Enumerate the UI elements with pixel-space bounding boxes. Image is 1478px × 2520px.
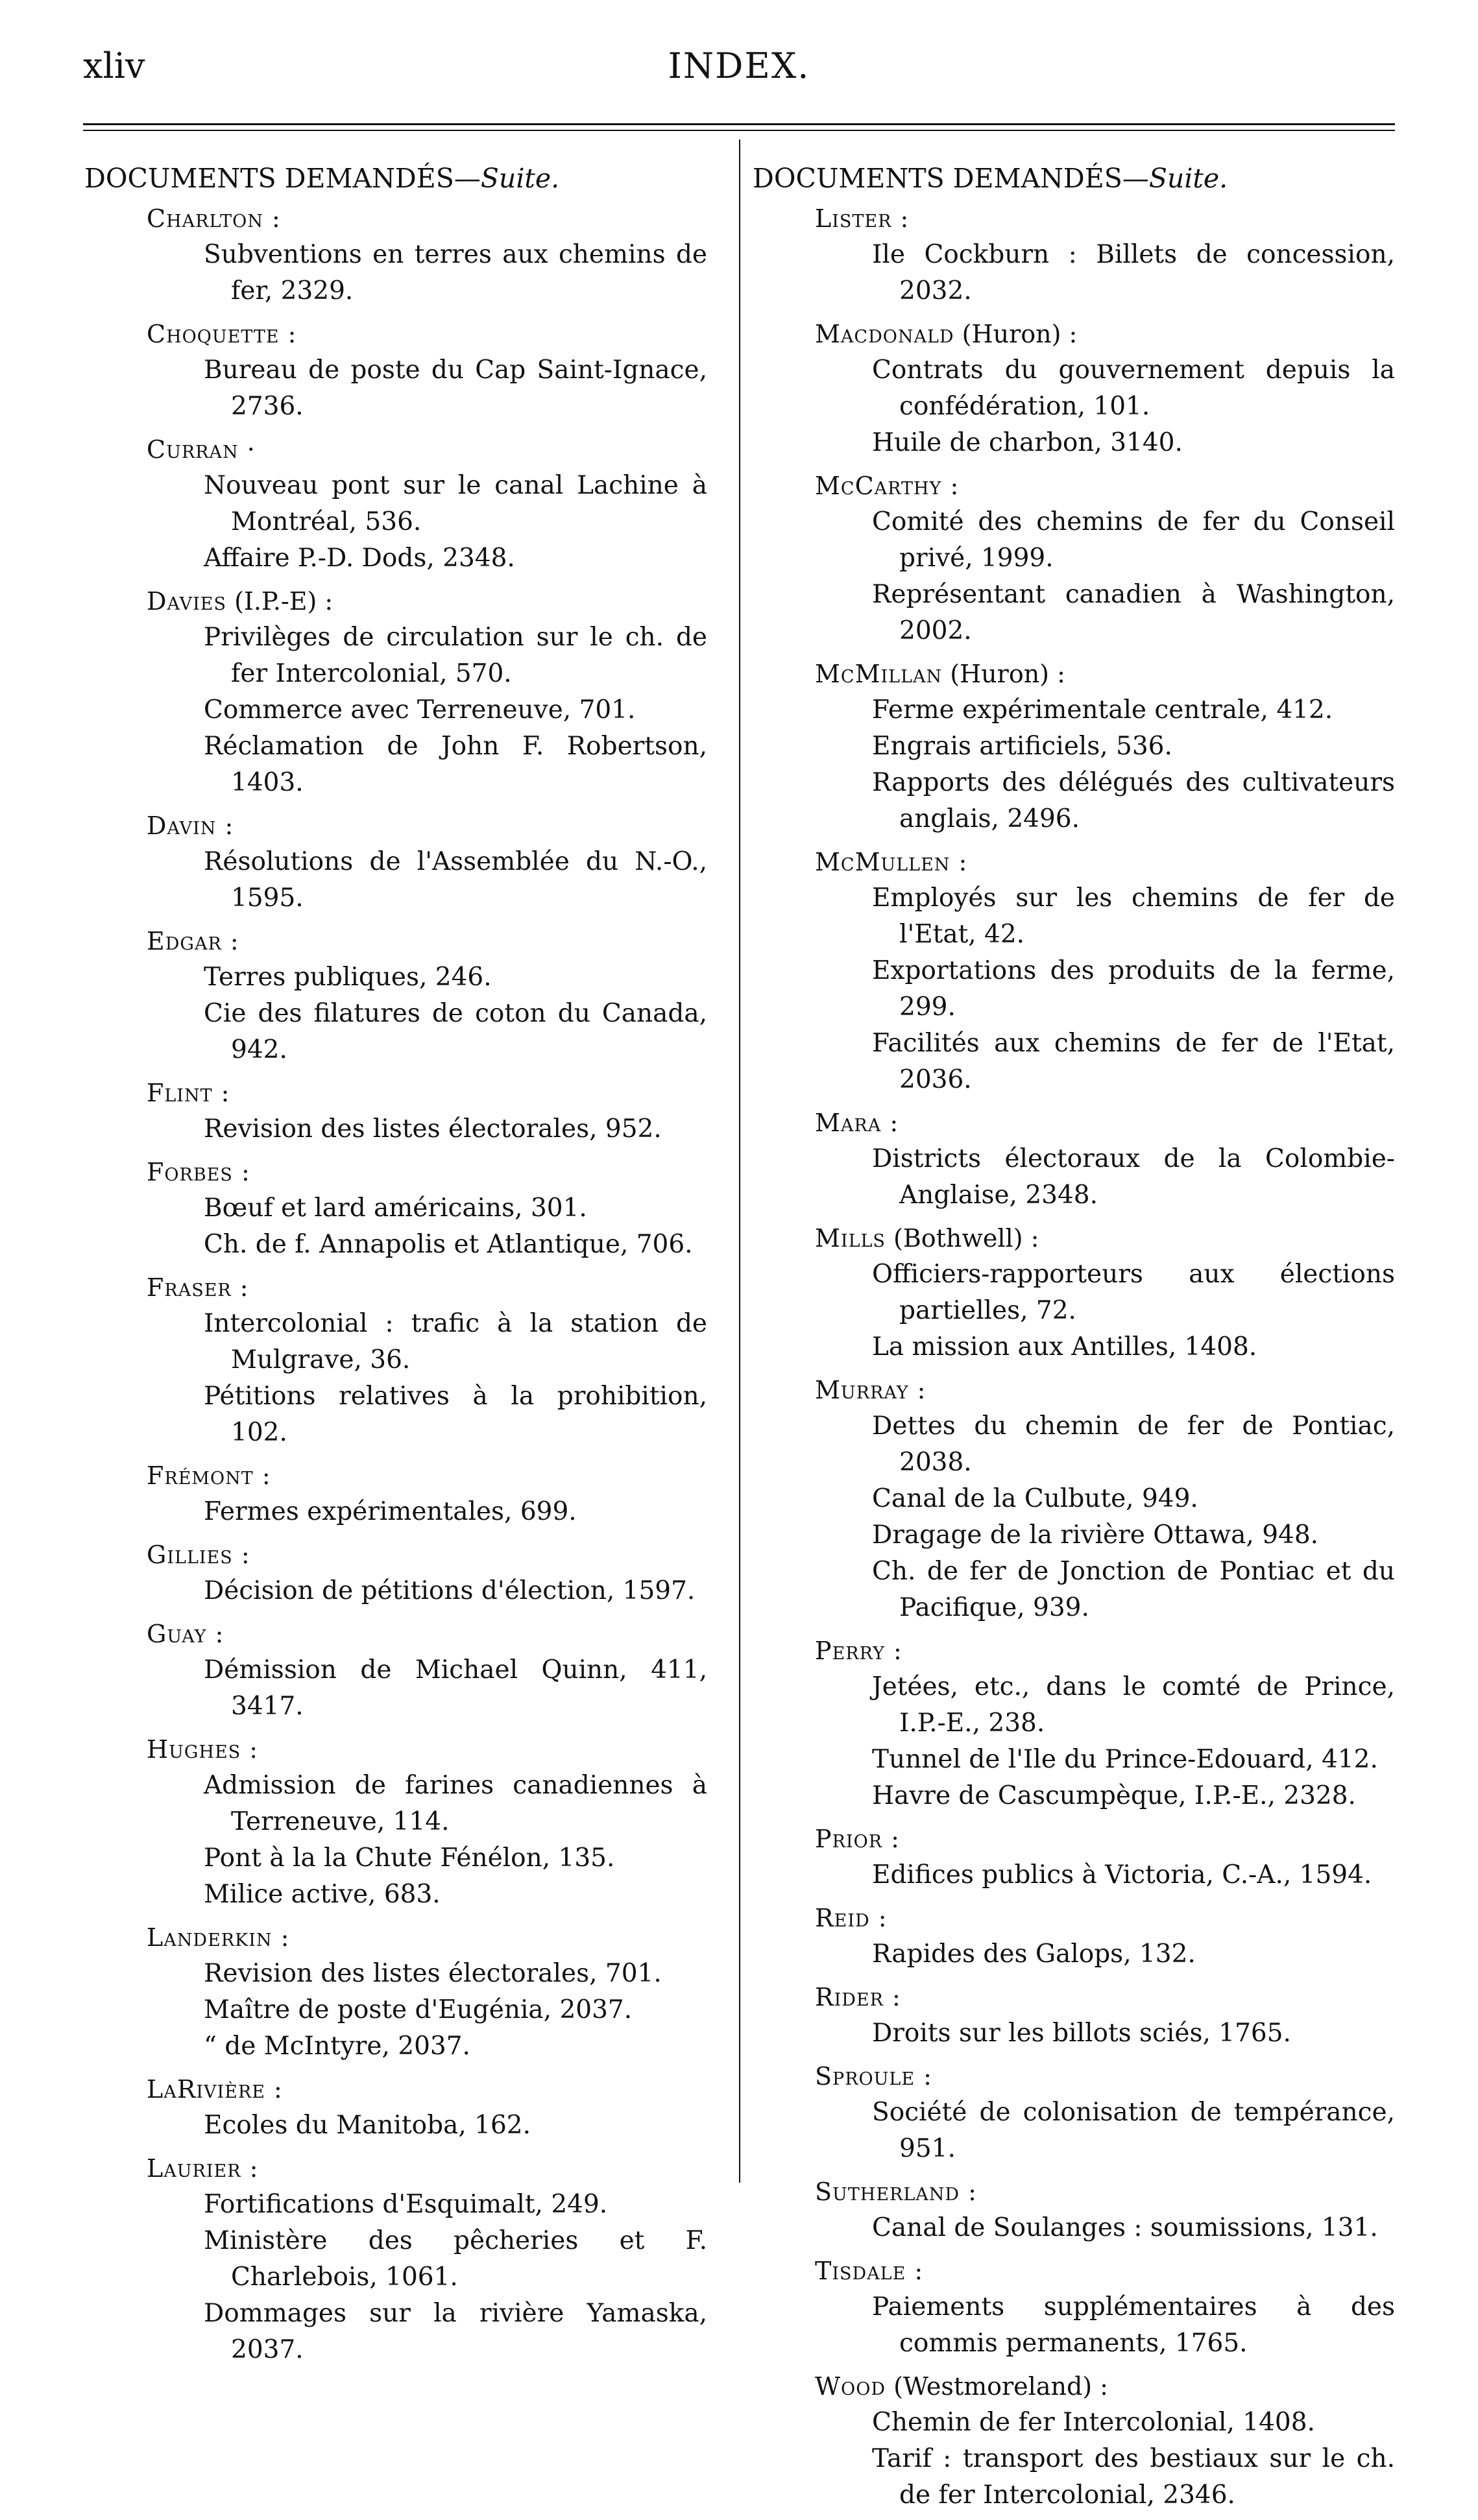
entry-item: Affaire P.-D. Dods, 2348. [204,544,515,573]
entry-item: Réclamation de John F. Robertson, 1403. [204,732,707,797]
entry-item: Maître de poste d'Eugénia, 2037. [204,1995,633,2024]
entry-name [815,1821,1395,1857]
header-rule-double [83,130,1395,131]
index-entry [84,1731,707,1913]
page-header [0,0,1478,123]
section-heading [753,159,1395,198]
entry-name [147,1154,707,1190]
entry-name-text: Macdonald [815,320,954,348]
entry-list [84,200,707,2368]
index-entry [753,1372,1395,1626]
entry-item: Canal de la Culbute, 949. [872,1484,1198,1513]
entry-item: Jetées, etc., dans le comté de Prince, I.P.-E., 238. [872,1672,1395,1738]
index-entry [84,808,707,917]
entry-item: Démission de Michael Quinn, 411, 3417. [204,1655,707,1721]
entry-name [815,2368,1395,2405]
entry-item: Facilités aux chemins de fer de l'Etat, 2036. [872,1029,1395,1094]
entry-name [147,808,707,844]
entry-item: Districts électoraux de la Colombie-Anglaise, 2348. [872,1144,1395,1210]
index-entry [84,923,707,1068]
index-entry [753,2174,1395,2246]
entry-item: Fortifications d'Esquimalt, 249. [204,2190,608,2219]
entry-item: Ferme expérimentale centrale, 412. [872,695,1333,725]
entry-name-text: Charlton : [147,204,281,233]
index-entry [753,844,1395,1098]
entry-item: Dommages sur la rivière Yamaska, 2037. [204,2299,707,2364]
entry-item: Employés sur les chemins de fer de l'Etat, 42. [872,883,1395,949]
entry-item: Résolutions de l'Assemblée du N.-O., 1595. [204,847,707,913]
entry-name [815,1105,1395,1141]
entry-name [147,1537,707,1573]
entry-name-text: Forbes : [147,1158,250,1186]
entry-item: Bœuf et lard américains, 301. [204,1194,587,1223]
index-entry [84,583,707,801]
entry-name [815,1979,1395,2015]
entry-item: Pétitions relatives à la prohibition, 102. [204,1382,707,1447]
entry-item: Havre de Cascumpèque, I.P.-E., 2328. [872,1781,1356,1810]
entry-name-text: Frémont : [147,1461,271,1490]
index-entry [84,1537,707,1609]
entry-qualifier: (Westmoreland) : [885,2372,1108,2401]
header-rule [83,123,1395,125]
entry-name-text: Hughes : [147,1735,259,1764]
entry-item: Comité des chemins de fer du Conseil privé, 1999. [872,507,1395,573]
entry-item: Privilèges de circulation sur le ch. de fer Intercolonial, 570. [204,623,707,688]
entry-qualifier: (Huron) : [942,660,1065,688]
index-entry [753,656,1395,837]
index-entry [753,1220,1395,1365]
right-column [753,159,1395,2520]
index-entry [84,1269,707,1451]
entry-item: Engrais artificiels, 536. [872,732,1172,761]
entry-name-text: Laurier : [147,2154,259,2183]
entry-name [147,316,707,352]
entry-item: “ de McIntyre, 2037. [204,2032,470,2061]
entry-qualifier: (I.P.-E) : [226,587,333,616]
entry-name-text: Reid : [815,1904,888,1932]
entry-name [147,431,707,468]
entry-item: Canal de Soulanges : soumissions, 131. [872,2213,1378,2242]
entry-item: Droits sur les billots sciés, 1765. [872,2019,1291,2048]
index-entry [753,316,1395,461]
page-number: xliv [83,45,145,86]
index-entry [84,1919,707,2065]
entry-item: Décision de pétitions d'élection, 1597. [204,1576,696,1605]
entry-item: Rapides des Galops, 132. [872,1939,1196,1969]
index-entry [753,1979,1395,2052]
entry-item: La mission aux Antilles, 1408. [872,1332,1257,1362]
section-heading-suite: Suite. [1148,163,1228,194]
entry-name-text: McMillan [815,660,943,688]
index-entry [753,468,1395,649]
entry-name-text: Guay : [147,1620,224,1648]
entry-name-text: Flint : [147,1079,230,1107]
entry-name-text: Landerkin : [147,1923,290,1952]
entry-item: Commerce avec Terreneuve, 701. [204,695,636,725]
entry-name-text: Gillies : [147,1541,250,1569]
index-entry [84,1154,707,1263]
entry-name-text: Edgar : [147,927,239,955]
entry-name [147,2071,707,2107]
entry-item: Nouveau pont sur le canal Lachine à Montréal, 536. [204,471,707,536]
entry-item: Ministère des pêcheries et F. Charlebois, 1061. [204,2226,707,2292]
entry-item: Terres publiques, 246. [204,963,492,992]
entry-item: Officiers-rapporteurs aux élections partielles, 72. [872,1260,1395,1325]
entry-item: Ile Cockburn : Billets de concession, 2032. [872,240,1395,306]
index-entry [753,1105,1395,1214]
index-entry [84,316,707,425]
entry-item: Fermes expérimentales, 699. [204,1497,577,1526]
column-separator [739,139,740,2183]
entry-name-text: Wood [815,2372,886,2401]
entry-name [147,200,707,237]
entry-name [815,656,1395,692]
entry-name-text: Perry : [815,1637,903,1665]
index-entry [753,1900,1395,1973]
index-entry [84,2071,707,2144]
entry-item: Ch. de fer de Jonction de Pontiac et du Pacifique, 939. [872,1557,1395,1622]
entry-name [815,468,1395,504]
entry-item: Dragage de la rivière Ottawa, 948. [872,1520,1319,1550]
entry-item: Intercolonial : trafic à la station de Mulgrave, 36. [204,1309,707,1374]
entry-item: Représentant canadien à Washington, 2002. [872,580,1395,645]
index-entry [84,2150,707,2368]
index-entry [84,431,707,577]
entry-item: Cie des filatures de coton du Canada, 942. [204,999,707,1064]
entry-item: Subventions en terres aux chemins de fer, 2329. [204,240,707,306]
entry-name [147,583,707,619]
entry-name [815,1900,1395,1936]
entry-name [147,1731,707,1768]
entry-qualifier: (Huron) : [954,320,1078,348]
entry-name [815,844,1395,880]
index-entry [84,1616,707,1725]
entry-item: Milice active, 683. [204,1880,441,1909]
entry-item: Pont à la la Chute Fénélon, 135. [204,1843,615,1873]
entry-item: Tarif : transport des bestiaux sur le ch. de fer Intercolonial, 2346. [872,2444,1395,2510]
entry-qualifier: (Bothwell) : [885,1224,1039,1253]
entry-name [147,2150,707,2187]
entry-name [147,923,707,959]
entry-item: Ecoles du Manitoba, 162. [204,2111,531,2140]
entry-item: Exportations des produits de la ferme, 299. [872,956,1395,1022]
entry-name-text: McCarthy : [815,472,960,500]
index-entry [753,200,1395,309]
section-heading-suite: Suite. [480,163,560,194]
entry-name-text: Sproule : [815,2062,932,2091]
entry-name-text: Rider : [815,1983,901,2011]
entry-name [815,1633,1395,1669]
index-entry [84,200,707,309]
entry-item: Chemin de fer Intercolonial, 1408. [872,2408,1315,2437]
entry-name-text: Curran · [147,435,256,464]
entry-name-text: Mills [815,1224,886,1253]
entry-item: Contrats du gouvernement depuis la confédération, 101. [872,355,1395,421]
entry-name [815,316,1395,352]
index-entry [753,2368,1395,2514]
entry-name [815,1220,1395,1256]
entry-item: Edifices publics à Victoria, C.-A., 1594. [872,1860,1372,1890]
entry-item: Tunnel de l'Ile du Prince-Edouard, 412. [872,1745,1378,1774]
entry-name-text: Murray : [815,1376,927,1404]
entry-name [815,200,1395,237]
entry-name-text: Fraser : [147,1273,249,1302]
entry-item: Société de colonisation de tempérance, 951. [872,2098,1395,2163]
entry-name [815,2253,1395,2289]
entry-name [147,1075,707,1111]
section-heading-text: DOCUMENTS DEMANDÉS— [753,163,1149,194]
index-entry [753,2253,1395,2362]
index-entry [753,2058,1395,2167]
entry-name-text: Choquette : [147,320,297,348]
entry-name [147,1458,707,1494]
entry-name-text: LaRivière : [147,2075,283,2104]
entry-item: Dettes du chemin de fer de Pontiac, 2038. [872,1411,1395,1477]
entry-item: Revision des listes électorales, 701. [204,1959,662,1988]
entry-name [147,1269,707,1306]
entry-item: Rapports des délégués des cultivateurs anglais, 2496. [872,768,1395,834]
index-entry [84,1075,707,1147]
entry-item: Revision des listes électorales, 952. [204,1114,662,1144]
entry-item: Ch. de f. Annapolis et Atlantique, 706. [204,1230,693,1259]
section-heading [84,159,707,198]
entry-name [815,2058,1395,2094]
entry-name-text: Tisdale : [815,2257,924,2285]
index-entry [753,1633,1395,1814]
entry-item: Paiements supplémentaires à des commis permanents, 1765. [872,2292,1395,2358]
entry-name-text: Mara : [815,1109,899,1137]
index-entry [753,1821,1395,1893]
section-heading-text: DOCUMENTS DEMANDÉS— [84,163,481,194]
left-column [84,159,707,2375]
entry-list [753,200,1395,2514]
entry-name-text: Prior : [815,1825,900,1853]
entry-name-text: Sutherland : [815,2178,977,2206]
entry-name-text: McMullen : [815,848,968,876]
index-entry [84,1458,707,1530]
entry-name-text: Davin : [147,811,234,840]
entry-name [147,1919,707,1956]
entry-item: Bureau de poste du Cap Saint-Ignace, 2736. [204,355,707,421]
entry-item: Admission de farines canadiennes à Terreneuve, 114. [204,1771,707,1836]
entry-name [815,1372,1395,1408]
entry-name [815,2174,1395,2210]
entry-name [147,1616,707,1652]
entry-name-text: Lister : [815,204,910,233]
entry-item: Huile de charbon, 3140. [872,428,1183,457]
entry-name-text: Davies [147,587,226,616]
running-title: INDEX. [668,45,810,86]
